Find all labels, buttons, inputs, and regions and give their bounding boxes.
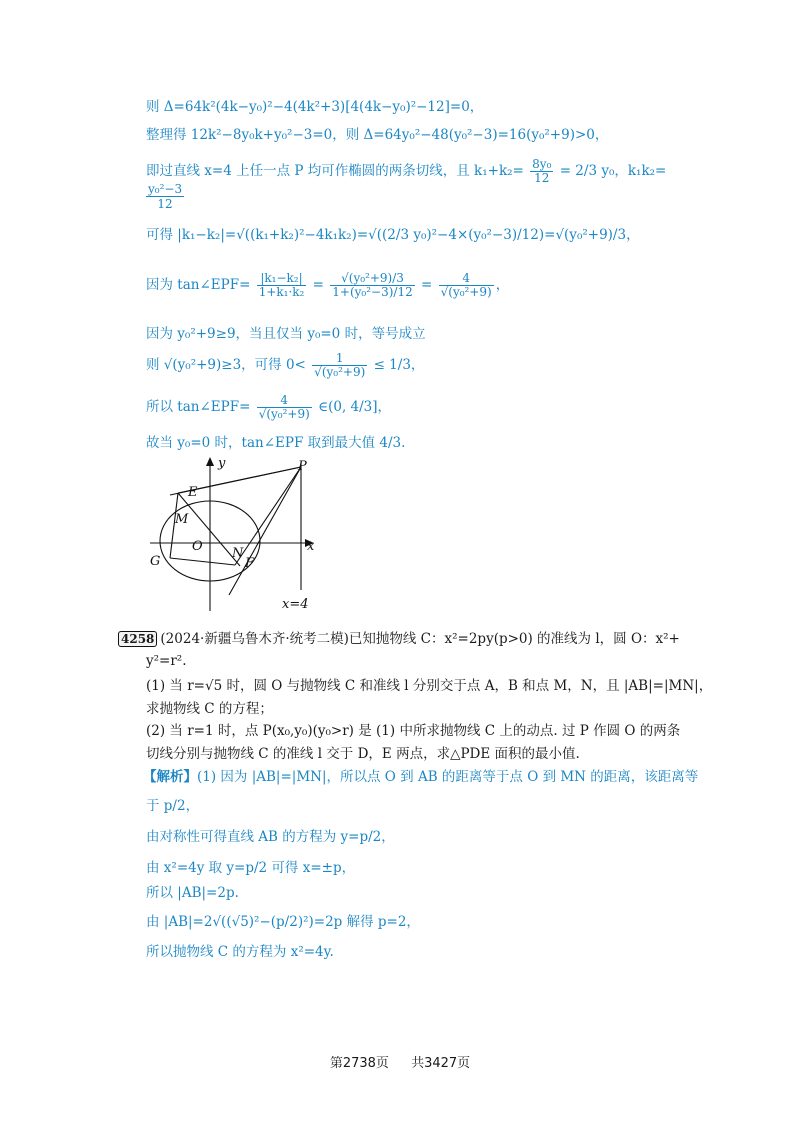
fraction-k-product: y₀²−3 12 xyxy=(148,182,183,211)
solution-line-3-text: 即过直线 x=4 上任一点 P 均可作椭圆的两条切线，且 k₁+k₂= xyxy=(146,163,524,179)
fraction-tan-result-2: $\frac{4}{\text{√(y₀²+9)}}$ xyxy=(258,393,310,421)
solution-line-7: 因为 y₀²+9≥9，当且仅当 y₀=0 时，等号成立 xyxy=(146,326,426,342)
page-total: 共3427页 xyxy=(411,1056,471,1071)
page-number: 第2738页 xyxy=(329,1056,389,1071)
analysis-line-4: 由 x²=4y 取 y=p/2 可得 x=±p， xyxy=(146,860,356,876)
solution-line-1: 则 Δ=64k²(4k−y₀)²−4(4k²+3)[4(4k−y₀)²−12]=0， xyxy=(146,99,484,115)
label-F: F xyxy=(245,556,255,571)
solution-line-3-tail: = 2/3 y₀，k₁k₂= xyxy=(559,163,667,179)
solution-line-8-text: 则 √(y₀²+9)≥3，可得 0< xyxy=(146,357,306,373)
solution-line-8 xyxy=(146,352,424,379)
fraction-tan-big: $\frac{\text{√(y₀²+9)/3}}{\text{1+(y₀²−3)/12}}$ xyxy=(332,271,413,299)
solution-line-6: 因为 tan∠EPF= $\frac{\text{|k₁−k₂|}}{\text{1+k₁·k₂}}$ = $\frac{\text{√(y₀²+9)/3}}{\text{1+(y₀²−3)/12}}$ = $\frac{4}{\text{√(y₀²+9)}}$ ， xyxy=(146,271,510,299)
question-2-line-1: (2) 当 r=1 时，点 P(x₀,y₀)(y₀>r) 是 (1) 中所求抛物线 C 上的动点. 过 P 作圆 O 的两条 xyxy=(146,723,681,739)
question-1-line-2: 求抛物线 C 的方程； xyxy=(146,701,273,717)
solution-line-10: 故当 y₀=0 时，tan∠EPF 取到最大值 4/3. xyxy=(146,435,406,451)
label-G: G xyxy=(150,554,161,569)
solution-line-9 xyxy=(146,394,391,421)
page-footer xyxy=(0,1052,800,1071)
label-O: O xyxy=(192,539,203,554)
analysis-line-5: 所以 |AB|=2p. xyxy=(146,885,239,901)
solution-line-6-text: 因为 tan∠EPF= xyxy=(146,277,251,293)
problem-stem-1 xyxy=(118,630,680,648)
ellipse-tangent-figure xyxy=(140,455,330,615)
analysis-line-1 xyxy=(143,768,698,786)
label-line-x4: x=4 xyxy=(282,597,309,612)
label-E: E xyxy=(188,485,198,500)
label-M: M xyxy=(175,512,189,527)
fraction-tan: $\frac{\text{|k₁−k₂|}}{\text{1+k₁·k₂}}$ xyxy=(258,271,305,299)
solution-line-5: 可得 |k₁−k₂|=√((k₁+k₂)²−4k₁k₂)=√((2/3 y₀)²−4×(y₀²−3)/12)=√(y₀²+9)/3， xyxy=(146,227,640,243)
problem-stem-text: (2024·新疆乌鲁木齐·统考二模)已知抛物线 C：x²=2py(p>0) 的准线为 l，圆 O：x²+ xyxy=(160,631,680,647)
analysis-line-1-text: (1) 因为 |AB|=|MN|，所以点 O 到 AB 的距离等于点 O 到 MN 的距离，该距离等 xyxy=(197,769,699,785)
analysis-line-6: 由 |AB|=2√((√5)²−(p/2)²)=2p 解得 p=2， xyxy=(146,914,420,930)
fraction-tan-result: $\frac{4}{\text{√(y₀²+9)}}$ xyxy=(440,271,492,299)
solution-line-3 xyxy=(146,158,666,185)
problem-stem-2: y²=r². xyxy=(146,653,187,669)
analysis-line-3: 由对称性可得直线 AB 的方程为 y=p/2， xyxy=(146,829,395,845)
label-P: P xyxy=(298,459,307,474)
solution-line-8-tail: ≤ 1/3， xyxy=(373,357,425,373)
solution-line-9-tail: ∈(0, 4/3]， xyxy=(318,399,392,415)
fraction-k-sum: $\frac{\text{8y₀}}{12}$ xyxy=(532,157,552,185)
question-2-line-2: 切线分别与抛物线 C 的准线 l 交于 D，E 两点，求△PDE 面积的最小值. xyxy=(146,746,580,762)
label-N: N xyxy=(232,546,244,561)
label-x-axis: x xyxy=(307,539,315,554)
analysis-line-2: 于 p/2， xyxy=(146,798,200,814)
fraction-ineq: $\frac{1}{\text{√(y₀²+9)}}$ xyxy=(314,351,366,379)
problem-number: 4258 xyxy=(118,631,157,647)
question-1-line-1: (1) 当 r=√5 时，圆 O 与抛物线 C 和准线 l 分别交于点 A，B 和点 M，N，且 |AB|=|MN|， xyxy=(146,678,713,694)
analysis-tag: 【解析】 xyxy=(143,769,197,785)
label-y-axis: y xyxy=(218,456,226,471)
analysis-line-7: 所以抛物线 C 的方程为 x²=4y. xyxy=(146,944,334,960)
solution-line-9-text: 所以 tan∠EPF= xyxy=(146,399,251,415)
solution-line-2: 整理得 12k²−8y₀k+y₀²−3=0，则 Δ=64y₀²−48(y₀²−3)=16(y₀²+9)>0， xyxy=(146,127,609,143)
